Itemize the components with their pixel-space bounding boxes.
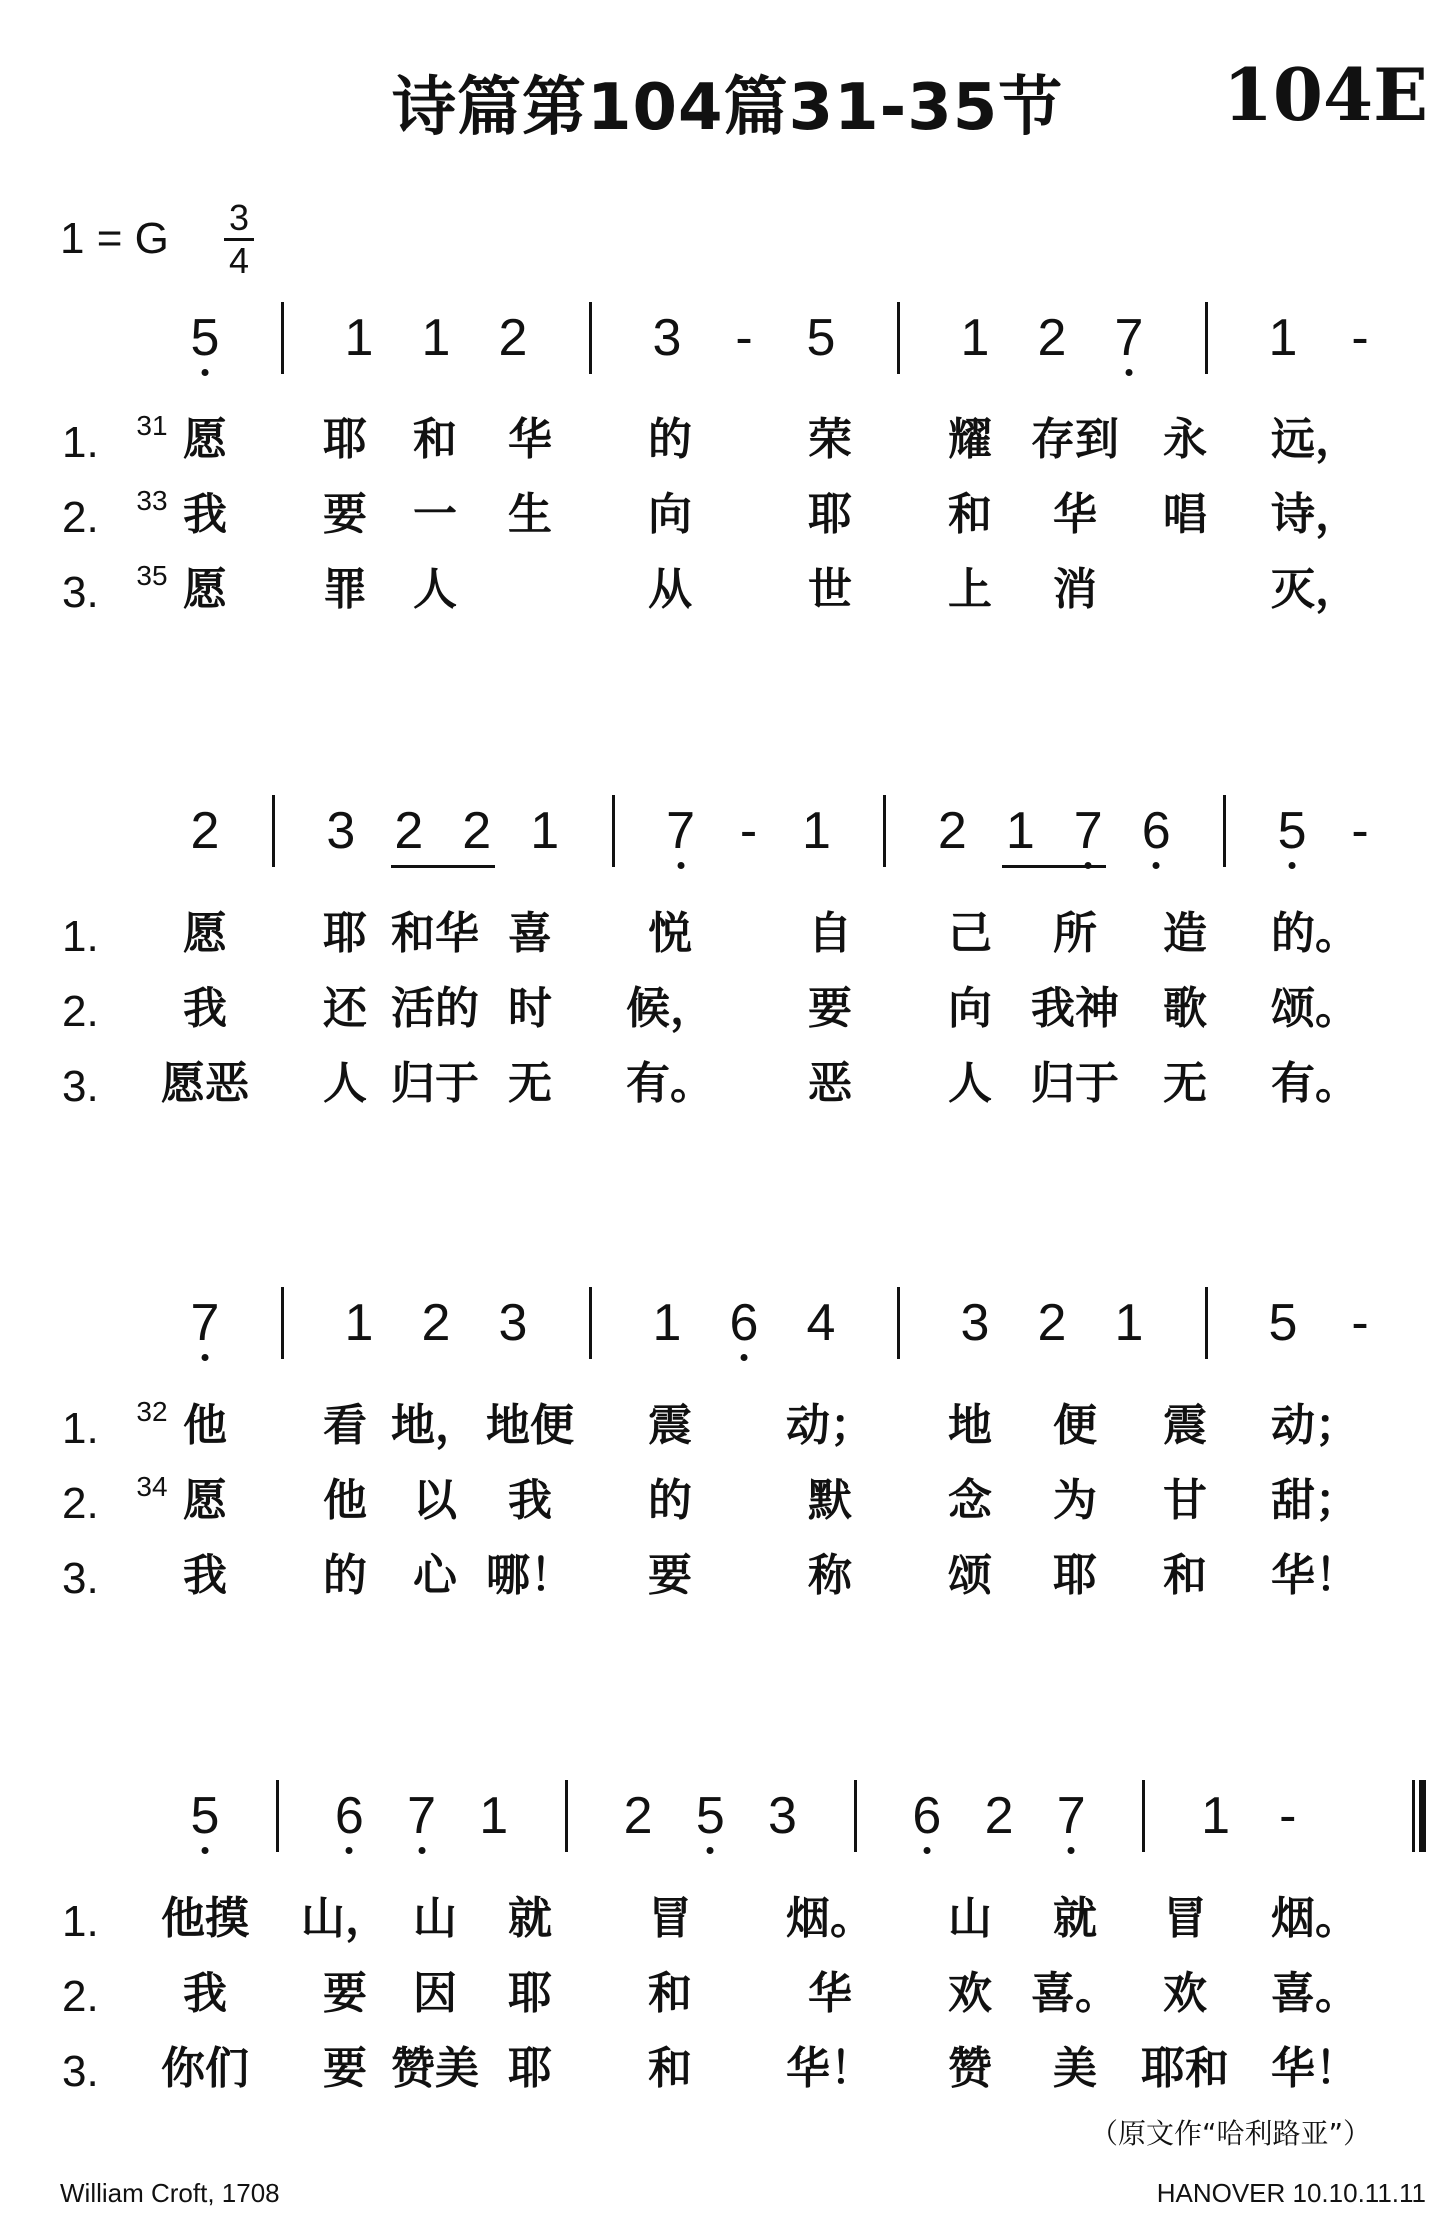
- lyric-word: 归于: [1031, 1058, 1119, 1109]
- note-digit: -: [1351, 1294, 1369, 1352]
- note: [462, 802, 492, 860]
- lyric-word: 和: [948, 489, 992, 540]
- lyric-word: 动；: [1271, 1400, 1359, 1451]
- lyric-word: 耶: [1053, 1550, 1097, 1601]
- lyric-word: 要: [323, 489, 367, 540]
- note-digit: 1: [479, 1787, 509, 1845]
- lyric-word: 愿: [183, 1475, 227, 1526]
- lyric-word: 候，: [626, 983, 714, 1034]
- lyric-word: 和: [1163, 1550, 1207, 1601]
- lyric-word: 看: [323, 1400, 367, 1451]
- lyric-word: 要: [648, 1550, 692, 1601]
- note-digit: -: [735, 309, 753, 367]
- lower-octave-dot: [1068, 1847, 1075, 1854]
- lyric-word: 灭，: [1271, 564, 1359, 615]
- lyric-word: 的。: [1271, 908, 1359, 959]
- lyric-word: 的: [323, 1550, 367, 1601]
- note-digit: 1: [344, 309, 374, 367]
- lyric-word: 我: [508, 1475, 552, 1526]
- lyric-word: 永: [1163, 414, 1207, 465]
- note: [729, 1294, 759, 1352]
- note-digit: 2: [937, 802, 967, 860]
- barline: [276, 1780, 279, 1852]
- note-digit: -: [739, 802, 758, 860]
- note: [407, 1787, 437, 1845]
- note: [421, 1294, 451, 1352]
- lyric-word: 山，: [301, 1893, 389, 1944]
- note: [1037, 1294, 1067, 1352]
- lyric-word: 烟。: [1271, 1893, 1359, 1944]
- extension-dash: [1351, 309, 1369, 367]
- note-digit: 6: [334, 1787, 364, 1845]
- lower-octave-dot: [677, 862, 684, 869]
- lower-octave-dot: [740, 1354, 747, 1361]
- barline: [281, 302, 284, 374]
- lyric-word: 他: [183, 1400, 227, 1451]
- note-digit: 7: [1114, 309, 1144, 367]
- note-digit: 7: [666, 802, 696, 860]
- lyric-word: 他: [323, 1475, 367, 1526]
- lyric-word: 愿: [183, 414, 227, 465]
- lower-octave-dot: [923, 1847, 930, 1854]
- note-digit: 5: [1268, 1294, 1298, 1352]
- lower-octave-dot: [707, 1847, 714, 1854]
- lyric-word: 念: [948, 1475, 992, 1526]
- note-digit: 5: [806, 309, 836, 367]
- barline: [854, 1780, 857, 1852]
- lyric-word: 地，: [391, 1400, 479, 1451]
- lyric-word: 耶: [323, 908, 367, 959]
- lyric-word: 上: [948, 564, 992, 615]
- lyric-word: 欢: [948, 1968, 992, 2019]
- note: [1056, 1787, 1086, 1845]
- lower-octave-dot: [1125, 369, 1132, 376]
- lyric-word: 自: [808, 908, 852, 959]
- note: [806, 309, 836, 367]
- extension-dash: [1351, 1294, 1369, 1352]
- lyric-word: 要: [808, 983, 852, 1034]
- lyric-word: 地: [948, 1400, 992, 1451]
- eighth-beam: [1002, 865, 1106, 868]
- note: [190, 802, 220, 860]
- note: [912, 1787, 942, 1845]
- verse-number: 3.: [62, 1554, 99, 1603]
- lyric-word: 耶: [508, 1968, 552, 2019]
- lyric-word: 恶: [808, 1058, 852, 1109]
- verse-reference-number: 34: [136, 1471, 168, 1502]
- note: [960, 1294, 990, 1352]
- note: [802, 802, 831, 860]
- verse-number: 1.: [62, 1897, 99, 1946]
- note-digit: 2: [1037, 309, 1067, 367]
- barline: [589, 1287, 592, 1359]
- note-digit: 3: [652, 309, 682, 367]
- lower-octave-dot: [418, 1847, 425, 1854]
- lyric-word: 喜。: [1271, 1968, 1359, 2019]
- note: [1037, 309, 1067, 367]
- note: [530, 802, 560, 860]
- lower-octave-dot: [201, 1354, 208, 1361]
- note-digit: 1: [1005, 802, 1035, 860]
- verse-number: 1.: [62, 1404, 99, 1453]
- lyric-word: 颂。: [1271, 983, 1359, 1034]
- lower-octave-dot: [1289, 862, 1296, 869]
- lyric-word: 从: [648, 564, 692, 615]
- verse-number: 2.: [62, 1972, 99, 2021]
- note: [652, 1294, 682, 1352]
- barline: [272, 795, 275, 867]
- note: [498, 309, 528, 367]
- note: [334, 1787, 364, 1845]
- lyric-word: 我神: [1031, 983, 1119, 1034]
- note: [937, 802, 967, 860]
- lyric-word: 耶: [808, 489, 852, 540]
- lyric-word: 无: [508, 1058, 552, 1109]
- lyric-word: 人: [413, 564, 457, 615]
- note: [1114, 1294, 1144, 1352]
- lyric-word: 唱: [1163, 489, 1207, 540]
- lyric-word: 山: [413, 1893, 457, 1944]
- lyric-word: 愿: [183, 908, 227, 959]
- lyric-word: 心: [413, 1550, 457, 1601]
- note: [695, 1787, 725, 1845]
- lyric-word: 人: [323, 1058, 367, 1109]
- barline: [1223, 795, 1226, 867]
- lyric-word: 默: [808, 1475, 852, 1526]
- note: [652, 309, 682, 367]
- lyric-word: 时: [508, 983, 552, 1034]
- lyric-word: 地便: [486, 1400, 574, 1451]
- barline: [589, 302, 592, 374]
- lyric-word: 我: [183, 1968, 227, 2019]
- footnote: （原文作“哈利路亚”）: [1090, 2117, 1372, 2150]
- note-digit: 7: [1056, 1787, 1086, 1845]
- note-digit: 1: [960, 309, 990, 367]
- note: [1114, 309, 1144, 367]
- note-digit: -: [1351, 802, 1369, 860]
- note: [479, 1787, 509, 1845]
- note-digit: 4: [806, 1294, 836, 1352]
- note-digit: 3: [960, 1294, 990, 1352]
- verse-number: 1.: [62, 912, 99, 961]
- composer-credit: William Croft, 1708: [60, 2178, 280, 2208]
- lyric-word: 华！: [1271, 1550, 1359, 1601]
- lyric-word: 悦: [648, 908, 692, 959]
- note: [344, 1294, 374, 1352]
- lyric-word: 我: [183, 1550, 227, 1601]
- lower-octave-dot: [1153, 862, 1160, 869]
- note-digit: 2: [190, 802, 220, 860]
- extension-dash: [739, 802, 758, 860]
- note-digit: 5: [190, 309, 220, 367]
- hymn-title: 诗篇第104篇31-35节: [392, 71, 1064, 145]
- note: [984, 1787, 1014, 1845]
- note-digit: 2: [394, 802, 424, 860]
- verse-reference-number: 31: [136, 410, 168, 441]
- lyric-word: 要: [323, 1968, 367, 2019]
- lyric-word: 甘: [1163, 1475, 1207, 1526]
- tune-meter: HANOVER 10.10.11.11: [1156, 2178, 1426, 2208]
- note-digit: 5: [190, 1787, 220, 1845]
- note: [960, 309, 990, 367]
- lyric-word: 归于: [391, 1058, 479, 1109]
- lyric-word: 造: [1163, 908, 1207, 959]
- note: [666, 802, 696, 860]
- lyric-word: 欢: [1163, 1968, 1207, 2019]
- lyric-word: 要: [323, 2043, 367, 2094]
- lyric-word: 喜: [508, 908, 552, 959]
- lyric-word: 耀: [948, 414, 992, 465]
- lyric-word: 存到: [1031, 414, 1119, 465]
- extension-dash: [735, 309, 753, 367]
- note-digit: 7: [1073, 802, 1103, 860]
- barline: [612, 795, 615, 867]
- lyric-word: 华: [808, 1968, 852, 2019]
- lyric-word: 愿恶: [161, 1058, 249, 1109]
- note-digit: 1: [1268, 309, 1298, 367]
- verse-number: 1.: [62, 418, 99, 467]
- note: [190, 1294, 220, 1352]
- lower-octave-dot: [346, 1847, 353, 1854]
- lyric-word: 烟。: [786, 1893, 874, 1944]
- lyric-word: 耶和: [1141, 2043, 1229, 2094]
- key-signature: 1 = G: [60, 214, 169, 263]
- note-digit: 1: [1114, 1294, 1144, 1352]
- note: [623, 1787, 653, 1845]
- note-digit: 3: [498, 1294, 528, 1352]
- note: [344, 309, 374, 367]
- lower-octave-dot: [201, 1847, 208, 1854]
- verse-number: 2.: [62, 1479, 99, 1528]
- lyric-word: 向: [648, 489, 692, 540]
- lyric-word: 我: [183, 983, 227, 1034]
- note-digit: -: [1351, 309, 1369, 367]
- extension-dash: [1279, 1787, 1297, 1845]
- note-digit: 1: [652, 1294, 682, 1352]
- hymn-number: 104E: [1222, 52, 1428, 137]
- lyric-word: 诗，: [1271, 489, 1359, 540]
- lyric-word: 动；: [786, 1400, 874, 1451]
- lyric-word: 耶: [508, 2043, 552, 2094]
- note-digit: 5: [695, 1787, 725, 1845]
- note-digit: 2: [1037, 1294, 1067, 1352]
- lyric-word: 就: [508, 1893, 552, 1944]
- extension-dash: [1351, 802, 1369, 860]
- final-barline: [1412, 1780, 1426, 1852]
- lyric-word: 华！: [1271, 2043, 1359, 2094]
- lyric-word: 一: [413, 489, 457, 540]
- note-digit: 7: [407, 1787, 437, 1845]
- note: [1005, 802, 1035, 860]
- lyric-word: 远，: [1271, 414, 1359, 465]
- lyric-word: 赞: [948, 2043, 992, 2094]
- note-digit: 3: [768, 1787, 797, 1845]
- lyric-word: 喜。: [1031, 1968, 1119, 2019]
- lyric-word: 向: [948, 983, 992, 1034]
- note: [1277, 802, 1307, 860]
- lyric-word: 所: [1053, 908, 1097, 959]
- lyric-word: 华: [508, 414, 552, 465]
- note-digit: 2: [462, 802, 492, 860]
- time-top: 3: [228, 197, 250, 238]
- note: [1201, 1787, 1231, 1845]
- lyric-word: 和: [648, 1968, 692, 2019]
- note: [190, 309, 220, 367]
- note-digit: 6: [1141, 802, 1171, 860]
- lyric-word: 称: [808, 1550, 852, 1601]
- note-digit: 6: [729, 1294, 759, 1352]
- verse-reference-number: 33: [136, 485, 168, 516]
- verse-number: 2.: [62, 987, 99, 1036]
- lyric-word: 荣: [808, 414, 852, 465]
- note-digit: 1: [344, 1294, 374, 1352]
- verse-number: 3.: [62, 2047, 99, 2096]
- lyric-word: 耶: [323, 414, 367, 465]
- lyric-word: 哪！: [486, 1550, 574, 1601]
- note-digit: 3: [326, 802, 356, 860]
- note-digit: 2: [984, 1787, 1014, 1845]
- note-digit: 6: [912, 1787, 942, 1845]
- barline: [1142, 1780, 1145, 1852]
- time-signature: [222, 198, 256, 281]
- barline: [883, 795, 886, 867]
- note-digit: 1: [530, 802, 560, 860]
- lyric-word: 消: [1053, 564, 1097, 615]
- barline: [897, 302, 900, 374]
- lower-octave-dot: [201, 369, 208, 376]
- note-digit: 1: [1201, 1787, 1231, 1845]
- lyric-word: 生: [508, 489, 552, 540]
- barline: [897, 1287, 900, 1359]
- lyric-word: 为: [1053, 1475, 1097, 1526]
- note-digit: 7: [190, 1294, 220, 1352]
- lyric-word: 无: [1163, 1058, 1207, 1109]
- lyric-word: 就: [1053, 1893, 1097, 1944]
- lyric-word: 和华: [391, 908, 479, 959]
- lyric-word: 愿: [183, 564, 227, 615]
- verse-number: 3.: [62, 1062, 99, 1111]
- time-bottom: 4: [228, 240, 250, 281]
- lyric-word: 歌: [1163, 983, 1207, 1034]
- lyric-word: 华: [1053, 489, 1097, 540]
- note: [326, 802, 356, 860]
- lyric-word: 甜；: [1271, 1475, 1359, 1526]
- note-digit: 2: [623, 1787, 653, 1845]
- note-digit: 1: [802, 802, 831, 860]
- verse-number: 2.: [62, 493, 99, 542]
- verse-reference-number: 32: [136, 1396, 168, 1427]
- lyric-word: 山: [948, 1893, 992, 1944]
- lyric-word: 人: [948, 1058, 992, 1109]
- note-digit: 2: [498, 309, 528, 367]
- note: [768, 1787, 797, 1845]
- eighth-beam: [391, 865, 495, 868]
- note: [421, 309, 451, 367]
- note: [1073, 802, 1103, 860]
- lyric-word: 和: [648, 2043, 692, 2094]
- lyric-word: 赞美: [391, 2043, 479, 2094]
- lyric-word: 还: [323, 983, 367, 1034]
- lyric-word: 活的: [391, 983, 479, 1034]
- lyric-word: 以: [413, 1475, 457, 1526]
- lyric-word: 和: [413, 414, 457, 465]
- note: [1268, 1294, 1298, 1352]
- note: [498, 1294, 528, 1352]
- note: [1141, 802, 1171, 860]
- barline: [281, 1287, 284, 1359]
- lyric-word: 你们: [161, 2043, 249, 2094]
- barline: [1205, 1287, 1208, 1359]
- lyric-word: 震: [1163, 1400, 1207, 1451]
- lyric-word: 的: [648, 1475, 692, 1526]
- lyric-word: 因: [413, 1968, 457, 2019]
- lyric-word: 美: [1053, 2043, 1097, 2094]
- lyric-word: 冒: [1163, 1893, 1207, 1944]
- note-digit: 5: [1277, 802, 1307, 860]
- lyric-word: 颂: [948, 1550, 992, 1601]
- barline: [565, 1780, 568, 1852]
- lyric-word: 震: [648, 1400, 692, 1451]
- note: [806, 1294, 836, 1352]
- lyric-word: 有。: [1271, 1058, 1359, 1109]
- note-digit: -: [1279, 1787, 1297, 1845]
- lyric-word: 己: [948, 908, 992, 959]
- verse-number: 3.: [62, 568, 99, 617]
- lyric-word: 有。: [626, 1058, 714, 1109]
- lyric-word: 冒: [648, 1893, 692, 1944]
- note-digit: 2: [421, 1294, 451, 1352]
- lyric-word: 我: [183, 489, 227, 540]
- verse-reference-number: 35: [136, 560, 168, 591]
- note-digit: 1: [421, 309, 451, 367]
- lyric-word: 罪: [323, 564, 367, 615]
- lyric-word: 便: [1053, 1400, 1097, 1451]
- lyric-word: 世: [808, 564, 852, 615]
- note: [394, 802, 424, 860]
- note: [190, 1787, 220, 1845]
- lyric-word: 华！: [786, 2043, 874, 2094]
- lyric-word: 他摸: [161, 1893, 249, 1944]
- lyric-word: 的: [648, 414, 692, 465]
- note: [1268, 309, 1298, 367]
- barline: [1205, 302, 1208, 374]
